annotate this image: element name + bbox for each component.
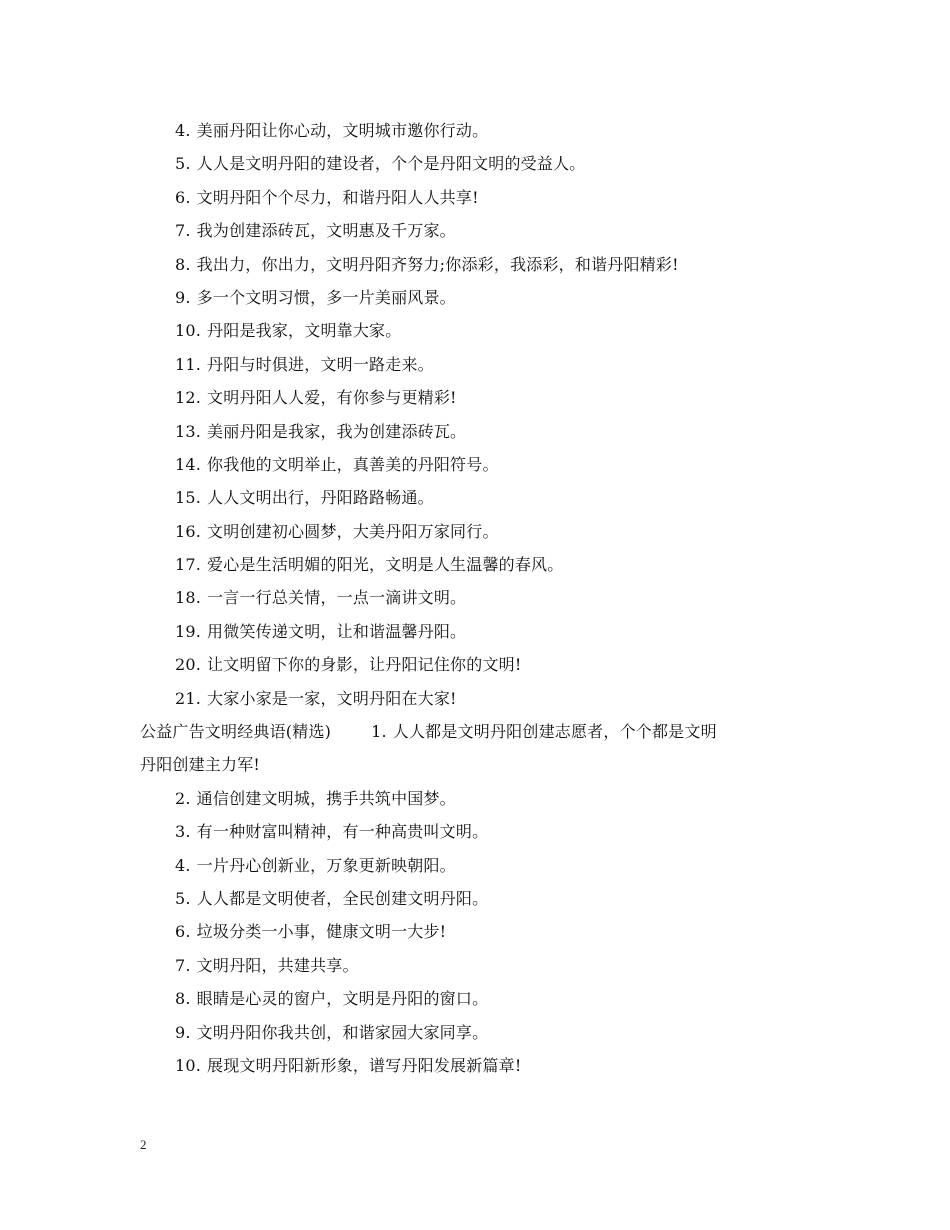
list-item [0, 915, 950, 948]
list-item-number: 14. [175, 454, 202, 474]
list-item [0, 448, 950, 481]
list-item-text: 眼睛是心灵的窗户，文明是丹阳的窗口。 [196, 989, 489, 1009]
list-item [0, 147, 950, 180]
list-item-text: 让文明留下你的身影，让丹阳记住你的文明! [207, 655, 522, 675]
list-item-text: 美丽丹阳是我家，我为创建添砖瓦。 [207, 421, 467, 441]
list-item-number: 8. [175, 254, 191, 274]
list-item-number: 11. [175, 354, 202, 374]
list-item-text: 我出力，你出力，文明丹阳齐努力;你添彩，我添彩，和谐丹阳精彩! [196, 254, 679, 274]
list-item-number: 3. [175, 822, 191, 842]
list-item-text: 展现文明丹阳新形象，谱写丹阳发展新篇章! [207, 1055, 522, 1075]
list-item [0, 381, 950, 414]
page-number: 2 [140, 1137, 147, 1152]
list-item-text: 垃圾分类一小事，健康文明一大步! [196, 922, 447, 942]
list-item [0, 1049, 950, 1082]
list-item [0, 214, 950, 247]
list-item-text: 丹阳与时俱进，文明一路走来。 [207, 354, 434, 374]
list-item [0, 949, 950, 982]
list-item [0, 515, 950, 548]
list-item-number: 8. [175, 989, 191, 1009]
list-item-number: 21. [175, 688, 202, 708]
section-heading: 公益广告文明经典语(精选) [140, 722, 332, 742]
list-item-text: 丹阳是我家，文明靠大家。 [207, 321, 402, 341]
list-item [0, 415, 950, 448]
list-item [0, 114, 950, 147]
list-item-text: 美丽丹阳让你心动，文明城市邀你行动。 [196, 121, 489, 140]
list-item-text: 文明丹阳人人爱，有你参与更精彩! [207, 388, 457, 408]
list-item-text: 我为创建添砖瓦，文明惠及千万家。 [196, 221, 456, 241]
list-item-text: 文明丹阳你我共创，和谐家园大家同享。 [196, 1022, 489, 1042]
list-item-continuation [0, 748, 950, 781]
list-item [0, 281, 950, 314]
list-item-text: 文明丹阳，共建共享。 [196, 955, 359, 975]
list-item-number: 13. [175, 421, 202, 441]
list-item-text: 大家小家是一家，文明丹阳在大家! [207, 688, 457, 708]
list-item-text: 文明丹阳个个尽力，和谐丹阳人人共享! [196, 187, 479, 207]
list-item [0, 581, 950, 614]
list-item-text: 人人都是文明丹阳创建志愿者，个个都是文明 [392, 722, 717, 742]
list-item [0, 882, 950, 915]
section-heading-line [0, 715, 950, 748]
list-item-number: 10. [175, 1055, 202, 1075]
list-item [0, 782, 950, 815]
list-item [0, 648, 950, 681]
list-item-number: 4. [175, 855, 191, 875]
list-item-number: 5. [175, 888, 191, 908]
document-body [0, 114, 950, 1082]
list-item-text: 人人是文明丹阳的建设者，个个是丹阳文明的受益人。 [196, 154, 586, 174]
list-item-text: 多一个文明习惯，多一片美丽风景。 [196, 287, 456, 307]
list-item-text: 有一种财富叫精神，有一种高贵叫文明。 [196, 822, 489, 842]
list-item-number: 12. [175, 388, 202, 408]
list-item-number: 1. [371, 722, 387, 742]
list-item [0, 815, 950, 848]
list-item-number: 6. [175, 187, 191, 207]
list-item [0, 314, 950, 347]
list-item-text: 一片丹心创新业，万象更新映朝阳。 [196, 855, 456, 875]
list-item-number: 16. [175, 521, 202, 541]
list-item [0, 348, 950, 381]
list-item-text: 人人都是文明使者，全民创建文明丹阳。 [196, 888, 489, 908]
list-item-number: 19. [175, 621, 202, 641]
list-item [0, 849, 950, 882]
list-item [0, 481, 950, 514]
list-item-text: 文明创建初心圆梦，大美丹阳万家同行。 [207, 521, 499, 541]
list-item-number: 9. [175, 287, 191, 307]
list-item-text: 一言一行总关情，一点一滴讲文明。 [207, 588, 467, 608]
list-item [0, 181, 950, 214]
list-item-number: 17. [175, 555, 202, 575]
list-item-text: 爱心是生活明媚的阳光，文明是人生温馨的春风。 [207, 555, 564, 575]
list-item [0, 248, 950, 281]
list-item-number: 15. [175, 488, 202, 508]
list-item [0, 615, 950, 648]
list-item-number: 6. [175, 922, 191, 942]
list-item-number: 7. [175, 221, 191, 241]
list-item-number: 2. [175, 788, 191, 808]
list-item-text: 人人文明出行，丹阳路路畅通。 [207, 488, 434, 508]
list-item-number: 20. [175, 655, 202, 675]
list-item [0, 548, 950, 581]
list-item [0, 682, 950, 715]
list-item-text: 用微笑传递文明，让和谐温馨丹阳。 [207, 621, 467, 641]
list-item-text: 通信创建文明城，携手共筑中国梦。 [196, 788, 456, 808]
list-item-number: 18. [175, 588, 202, 608]
list-item-number: 10. [175, 321, 202, 341]
list-item-number: 5. [175, 154, 191, 174]
list-item-number: 7. [175, 955, 191, 975]
list-item [0, 1016, 950, 1049]
list-item-text: 你我他的文明举止，真善美的丹阳符号。 [207, 454, 499, 474]
list-item [0, 982, 950, 1015]
list-item-text: 丹阳创建主力军! [140, 755, 261, 775]
list-item-number: 9. [175, 1022, 191, 1042]
list-item-number: 4. [175, 121, 191, 140]
